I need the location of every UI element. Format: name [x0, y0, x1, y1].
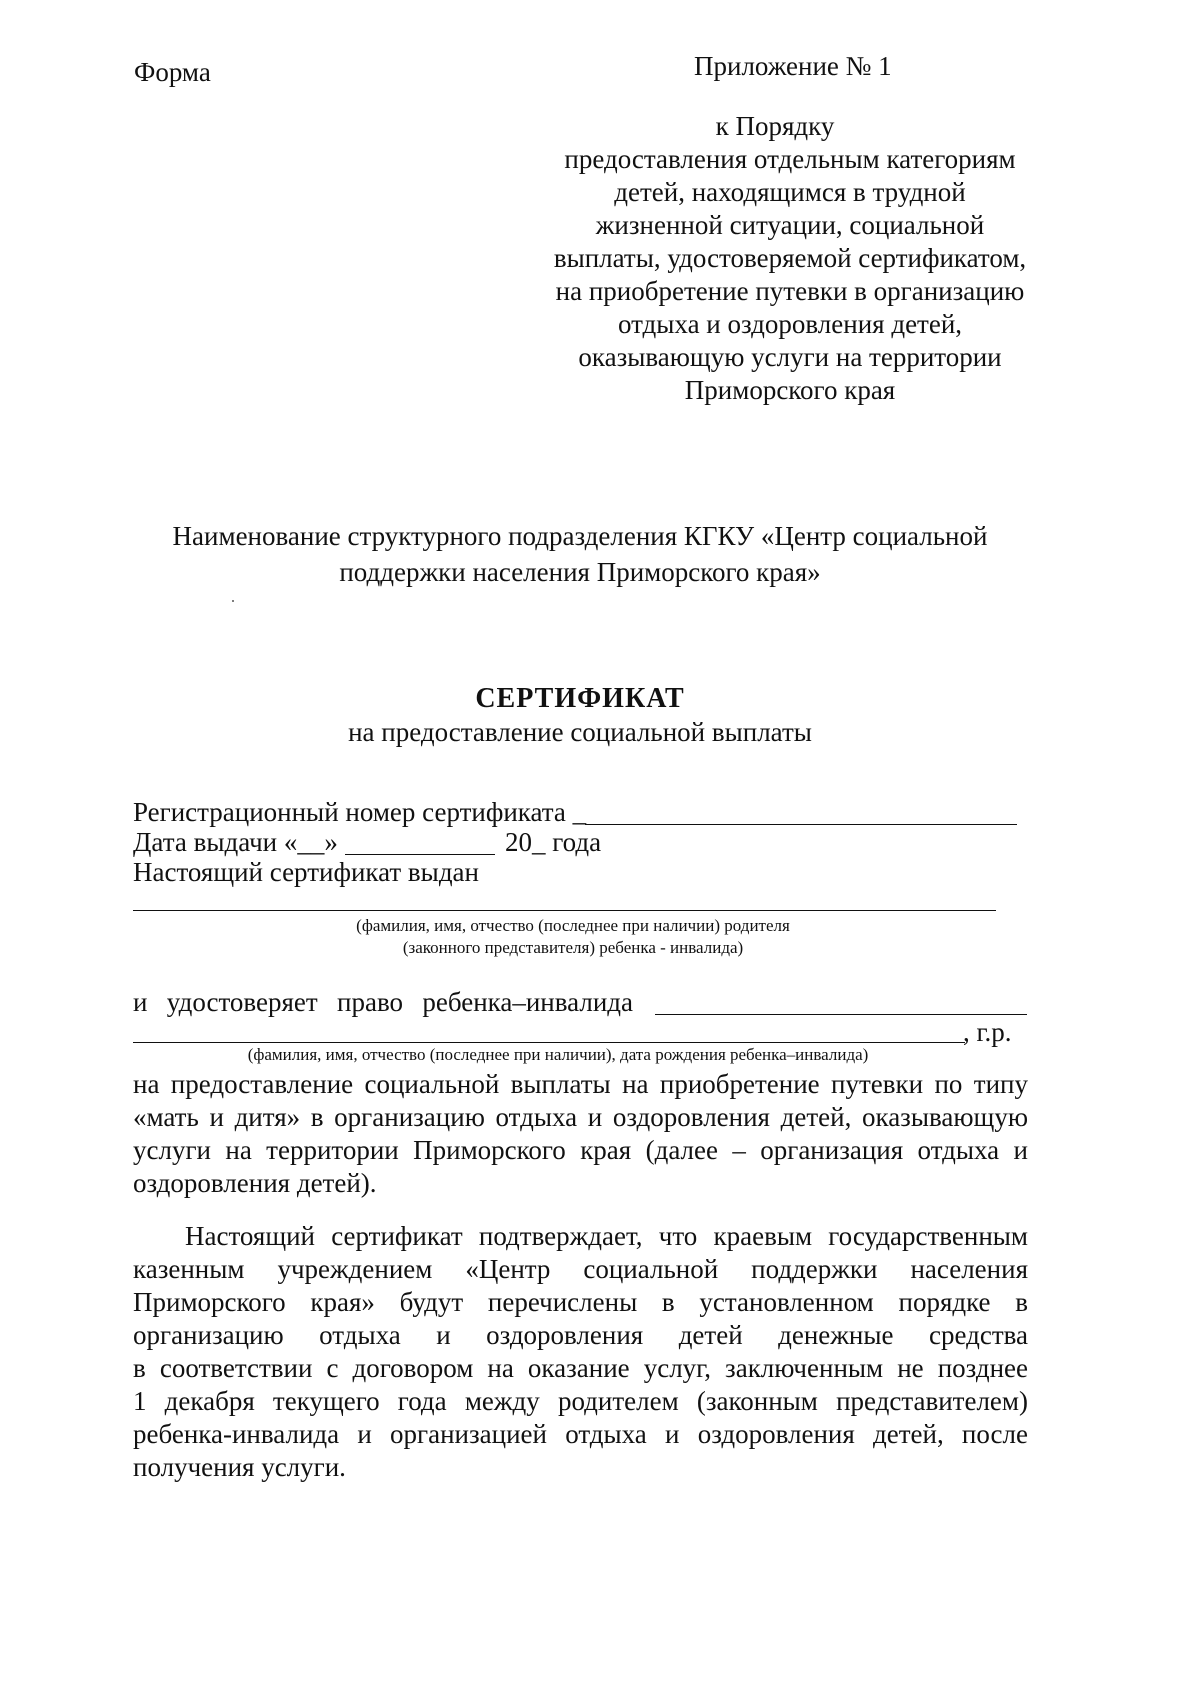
word: ребенка–инвалида [422, 987, 634, 1017]
paragraph-line: оздоровления детей). [133, 1168, 377, 1198]
child-name-line-2 [133, 1042, 965, 1043]
organization-line: Наименование структурного подразделения КГКУ «Центр социальной [172, 521, 988, 551]
order-line: предоставления отдельным категориям [564, 144, 1016, 174]
issue-date-label: Дата выдачи «__» [133, 827, 338, 857]
right-phrase [133, 986, 633, 1019]
scan-speck [232, 600, 234, 602]
title-main: СЕРТИФИКАТ [475, 683, 685, 714]
paragraph-line: в соответствии с договором на оказание услуг, заключенным не позднее [133, 1353, 1028, 1383]
paragraph-line: организацию отдыха и оздоровления детей денежные средства [133, 1320, 1028, 1350]
issued-to-label: Настоящий сертификат выдан [133, 857, 479, 887]
confirmation-paragraph [133, 1220, 1028, 1484]
parent-name-line [133, 910, 996, 911]
order-line: жизненной ситуации, социальной [595, 210, 985, 240]
issue-date-year: 20_ года [505, 827, 602, 857]
order-line: на приобретение путевки в организацию [555, 276, 1025, 306]
issue-month-line [345, 854, 495, 855]
paragraph-line: услуги на территории Приморского края (далее – организация отдыха и [133, 1135, 1028, 1165]
caption-line: (фамилия, имя, отчество (последнее при наличии) родителя [356, 916, 790, 935]
order-reference [540, 110, 1040, 407]
word: удостоверяет [166, 987, 318, 1017]
birth-suffix: , г.р. [963, 1017, 1012, 1047]
paragraph-line: Приморского края» будут перечислены в установленном порядке в [133, 1287, 1028, 1317]
word: и [133, 987, 148, 1017]
parent-caption [133, 915, 1013, 959]
organization-line: поддержки населения Приморского края» [339, 557, 821, 587]
purpose-paragraph [133, 1068, 1028, 1200]
caption-line: (законного представителя) ребенка - инвалида) [402, 938, 744, 957]
paragraph-line: ребенка-инвалида и организацией отдыха и оздоровления детей, после [133, 1419, 1028, 1449]
order-line: Приморского края [684, 375, 896, 405]
certificate-title [100, 682, 1060, 749]
paragraph-line: Настоящий сертификат подтверждает, что краевым государственным [185, 1221, 1028, 1251]
paragraph-line: получения услуги. [133, 1452, 346, 1482]
paragraph-line: «мать и дитя» в организацию отдыха и оздоровления детей, оказывающую [133, 1102, 1028, 1132]
appendix-number: Приложение № 1 [694, 51, 892, 81]
paragraph-line: казенным учреждением «Центр социальной поддержки населения [133, 1254, 1028, 1284]
form-label: Форма [134, 57, 211, 87]
paragraph-line: на предоставление социальной выплаты на приобретение путевки по типу [133, 1069, 1028, 1099]
word: право [337, 987, 404, 1017]
paragraph-line: 1 декабря текущего года между родителем (законным представителем) [133, 1386, 1028, 1416]
order-line: детей, находящимся в трудной [614, 177, 966, 207]
child-caption: (фамилия, имя, отчество (последнее при наличии), дата рождения ребенка–инвалида) [247, 1045, 869, 1064]
reg-number-label: Регистрационный номер сертификата _ [133, 797, 587, 827]
order-line: отдыха и оздоровления детей, [617, 309, 963, 339]
organization-name [100, 518, 1060, 590]
order-line: выплаты, удостоверяемой сертификатом, [553, 243, 1027, 273]
order-line: к Порядку [715, 111, 835, 141]
order-line: оказывающую услуги на территории [578, 342, 1002, 372]
title-sub: на предоставление социальной выплаты [348, 717, 812, 747]
reg-number-line [585, 824, 1017, 825]
child-name-line-1 [655, 1014, 1027, 1015]
